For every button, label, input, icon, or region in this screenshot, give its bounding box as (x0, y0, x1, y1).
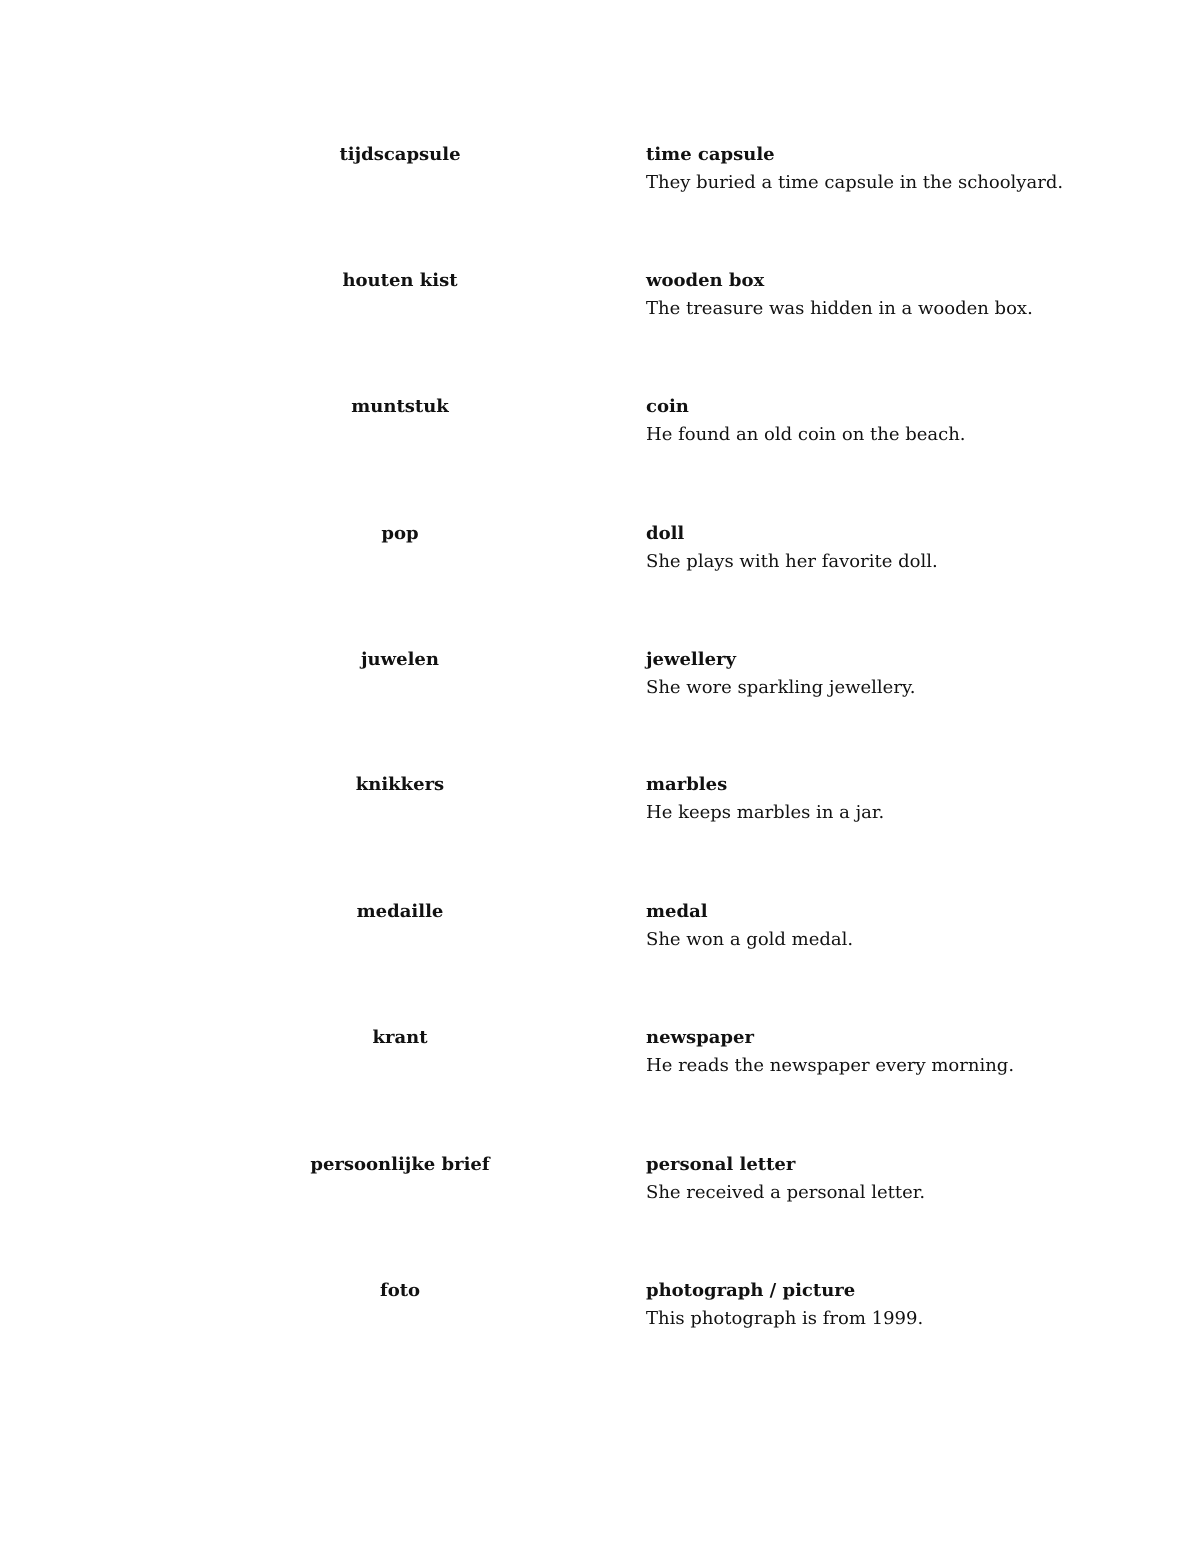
vocab-row (0, 772, 1200, 852)
vocab-row (0, 1152, 1200, 1232)
vocab-row (0, 394, 1200, 474)
vocab-row (0, 142, 1200, 222)
example-sentence: She won a gold medal. (646, 929, 854, 950)
vocab-row (0, 899, 1200, 979)
english-translation: marbles (646, 774, 728, 795)
example-sentence: This photograph is from 1999. (646, 1308, 924, 1329)
example-sentence: They buried a time capsule in the schoolyard. (646, 172, 1064, 193)
english-translation: photograph / picture (646, 1280, 856, 1301)
vocab-row (0, 521, 1200, 601)
example-sentence: He reads the newspaper every morning. (646, 1055, 1015, 1076)
dutch-term: muntstuk (351, 396, 449, 417)
english-translation: medal (646, 901, 708, 922)
vocab-row (0, 1278, 1200, 1358)
dutch-term: medaille (356, 901, 444, 922)
english-translation: doll (646, 523, 685, 544)
english-translation: coin (646, 396, 689, 417)
english-translation: wooden box (646, 270, 765, 291)
example-sentence: She plays with her favorite doll. (646, 551, 938, 572)
example-sentence: She received a personal letter. (646, 1182, 926, 1203)
vocab-row (0, 1025, 1200, 1105)
dutch-term: knikkers (355, 774, 445, 795)
example-sentence: He keeps marbles in a jar. (646, 802, 885, 823)
example-sentence: The treasure was hidden in a wooden box. (646, 298, 1033, 319)
english-translation: time capsule (646, 144, 775, 165)
english-translation: newspaper (646, 1027, 754, 1048)
dutch-term: juwelen (361, 649, 439, 670)
vocab-row (0, 268, 1200, 348)
dutch-term: foto (379, 1280, 421, 1301)
english-translation: jewellery (646, 649, 736, 670)
example-sentence: She wore sparkling jewellery. (646, 677, 916, 698)
dutch-term: krant (372, 1027, 428, 1048)
english-translation: personal letter (646, 1154, 796, 1175)
dutch-term: pop (381, 523, 419, 544)
dutch-term: tijdscapsule (339, 144, 461, 165)
vocab-row (0, 647, 1200, 727)
dutch-term: houten kist (342, 270, 458, 291)
example-sentence: He found an old coin on the beach. (646, 424, 966, 445)
dutch-term: persoonlijke brief (310, 1154, 490, 1175)
